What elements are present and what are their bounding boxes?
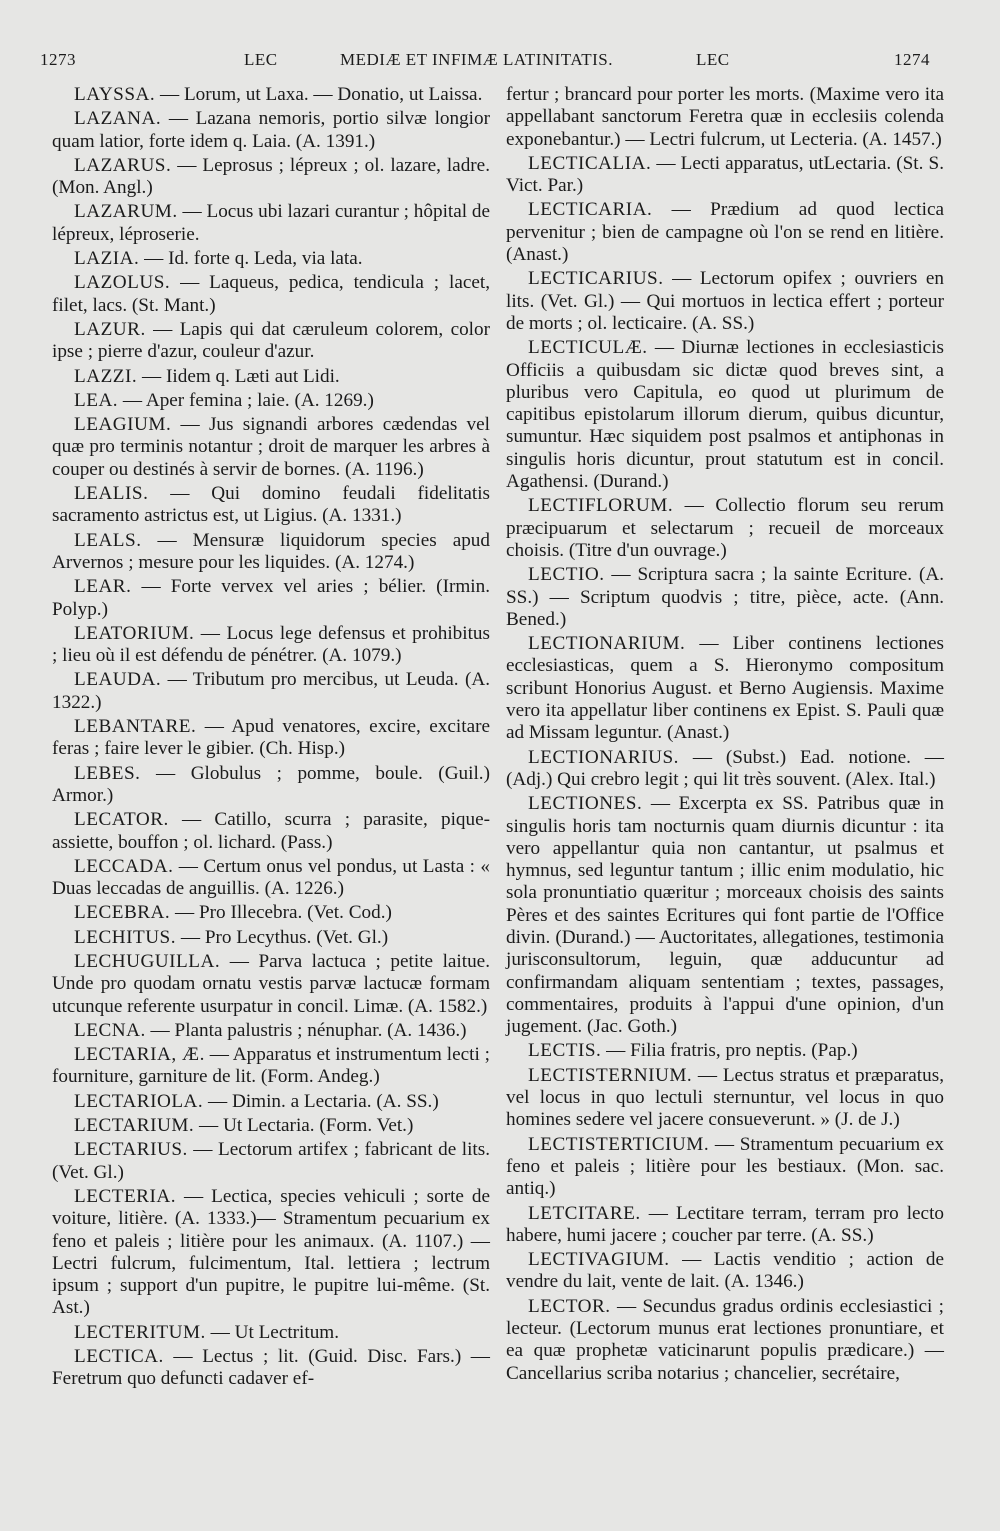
entry-headword: LETCITARE. [528, 1202, 641, 1224]
entry-headword: LECTIONES. [528, 793, 643, 815]
running-title: MEDIÆ ET INFIMÆ LATINITATIS. [340, 50, 613, 69]
dictionary-entry [52, 1091, 490, 1113]
dictionary-entry [52, 576, 490, 621]
entry-definition: — Apud venatores, excire, excitare feras ; faire lever le gibier. (Ch. Hisp.) [52, 716, 490, 760]
dictionary-entry [52, 366, 490, 388]
entry-headword: LAZANA. [74, 108, 162, 130]
dictionary-entry [506, 747, 944, 792]
entry-headword: LECTERIA. [74, 1185, 177, 1207]
dictionary-entry [52, 623, 490, 668]
dictionary-entry [506, 337, 944, 493]
entry-definition: — Ut Lectaria. (Form. Vet.) [194, 1115, 414, 1137]
entry-headword: LECTARIA, Æ. [74, 1044, 205, 1066]
dictionary-entry [52, 716, 490, 761]
entry-definition: — Tributum pro mercibus, ut Leuda. (A. 1322.) [52, 669, 490, 713]
entry-headword: LECTIONARIUS. [528, 746, 679, 768]
entry-headword: LECTERITUM. [74, 1321, 206, 1343]
entry-definition: — Aper femina ; laie. (A. 1269.) [118, 389, 374, 411]
dictionary-entry [52, 414, 490, 481]
entry-headword: LECTIONARIUM. [528, 633, 686, 655]
entry-definition: — Pro Lecythus. (Vet. Gl.) [176, 926, 389, 948]
dictionary-entry [52, 856, 490, 901]
entry-headword: LECTISTERTICIUM. [528, 1133, 710, 1155]
dictionary-entry [52, 390, 490, 412]
entry-definition: — Catillo, scurra ; parasite, pique-assiette, bouffon ; ol. lichard. (Pass.) [52, 809, 490, 853]
dictionary-entry [506, 495, 944, 562]
dictionary-entry [52, 927, 490, 949]
entry-definition: — Lectorum artifex ; fabricant de lits. (Vet. Gl.) [52, 1139, 490, 1183]
entry-headword: LAZOLUS. [74, 272, 171, 294]
entry-definition: — Forte vervex vel aries ; bélier. (Irmin. Polyp.) [52, 576, 490, 620]
entry-definition: — Lapis qui dat cæruleum colorem, color ipse ; pierre d'azur, couleur d'azur. [52, 318, 490, 363]
entry-definition: — Dimin. a Lectaria. (A. SS.) [203, 1090, 439, 1112]
entry-headword: LECTICA. [74, 1346, 164, 1368]
entry-definition: — Lactis venditio ; action de vendre du lait, vente de lait. (A. 1346.) [506, 1249, 944, 1293]
entry-definition: — Laqueus, pedica, tendicula ; lacet, filet, lacs. (St. Mant.) [52, 272, 490, 316]
entry-headword: LECTIFLORUM. [528, 495, 674, 517]
entry-definition: — Lecti apparatus, utLectaria. (St. S. Vict. Par.) [506, 152, 944, 197]
entry-definition: — Diurnæ lectiones in ecclesiasticis Officiis a quibusdam sic dictæ quod breves sint, a pluribus vero Capitula, eo quod ut plurimum de capitibus epistolarum illorum dierum, quibus dicuntur, sumuntur. Hæc siquidem post psalmos et antiphonas in singulis horis dicuntur, prout statutum est in concil. Agathensi. (Durand.) [506, 337, 944, 493]
entry-definition: — Apparatus et instrumentum lecti ; fourniture, garniture de lit. (Form. Andeg.) [52, 1044, 490, 1088]
entry-headword: LECHUGUILLA. [74, 950, 221, 972]
dictionary-entry [52, 1044, 490, 1089]
entry-headword: LECTICARIA. [528, 199, 653, 221]
entry-definition: — Scriptura sacra ; la sainte Ecriture. (A. SS.) — Scriptum quodvis ; titre, pièce, acte. (Ann. Bened.) [506, 564, 944, 630]
entry-definition: — Lazana nemoris, portio silvæ longior quam latior, forte idem q. Laia. (A. 1391.) [52, 108, 490, 152]
entry-definition: — Lectitare terram, terram pro lecto habere, humi jacere ; coucher par terre. (A. SS.) [506, 1202, 944, 1246]
entry-definition: fertur ; brancard pour porter les morts. (Maxime vero ita appellabant sanctorum Feretra quæ in ecclesiis colenda exponebantur.) — Lectri fulcrum, ut Lecteria. (A. 1457.) [506, 84, 944, 150]
dictionary-entry [506, 268, 944, 335]
entry-definition: — Lectica, species vehiculi ; sorte de voiture, litière. (A. 1333.)— Stramentum pecuarium ex feno et paleis ; litière pour les animaux. (A. 1107.) — Lectri fulcrum, fulcimentum, Ital. lettiera ; lectrum ipsum ; support d'un pupitre, le pupitre lui-même. (St. Ast.) [52, 1185, 490, 1319]
dictionary-entry [506, 1249, 944, 1294]
entry-definition: — Liber continens lectiones ecclesiasticas, quem a S. Hieronymo compositum scribunt Honorius August. et Berno Augiensis. Maxime vero ita appellatur liber continens ex Epist. S. Pauli quæ ad Missam leguntur. (Anast.) [506, 633, 944, 744]
entry-headword: LECEBRA. [74, 902, 171, 924]
entry-definition: — Locus lege defensus et prohibitus ; lieu où il est défendu de pénétrer. (A. 1079.) [52, 622, 490, 667]
dictionary-entry [506, 633, 944, 744]
entry-headword: LECHITUS. [74, 926, 177, 948]
dictionary-entry [52, 319, 490, 364]
dictionary-entry [506, 793, 944, 1038]
entry-headword: LECNA. [74, 1019, 146, 1041]
entry-headword: LEALS. [74, 529, 142, 551]
entry-headword: LAZZI. [74, 365, 138, 387]
entry-definition: — Id. forte q. Leda, via lata. [139, 248, 363, 270]
entry-headword: LEBES. [74, 762, 141, 784]
dictionary-entry [52, 1139, 490, 1184]
entry-definition: — Locus ubi lazari curantur ; hôpital de lépreux, léproserie. [52, 201, 490, 245]
right-running-head: LEC [696, 50, 730, 69]
entry-definition: — Lorum, ut Laxa. — Donatio, ut Laissa. [155, 84, 483, 105]
entry-headword: LECCADA. [74, 855, 174, 877]
dictionary-entry [52, 1115, 490, 1137]
dictionary-entry [52, 201, 490, 246]
entry-definition: — (Subst.) Ead. notione. — (Adj.) Qui crebro legit ; qui lit très souvent. (Alex. Ital.) [506, 746, 944, 790]
right-column [506, 84, 944, 1387]
entry-definition: — Certum onus vel pondus, ut Lasta : « Duas leccadas de anguillis. (A. 1226.) [52, 855, 490, 900]
left-page-number: 1273 [40, 50, 76, 69]
dictionary-entry [506, 1296, 944, 1385]
dictionary-entry [52, 1020, 490, 1042]
entry-definition: — Iidem q. Læti aut Lidi. [137, 365, 340, 387]
entry-headword: LECTARIOLA. [74, 1090, 204, 1112]
entry-definition: — Leprosus ; lépreux ; ol. lazare, ladre. (Mon. Angl.) [52, 154, 490, 199]
dictionary-entry [52, 763, 490, 808]
entry-headword: LECTISTERNIUM. [528, 1064, 693, 1086]
dictionary-entry [506, 153, 944, 198]
entry-headword: LEALIS. [74, 483, 149, 505]
entry-definition: — Secundus gradus ordinis ecclesiastici ; lecteur. (Lectorum munus erat lectiones pronuntiare, et ea quæ prophetæ vaticinarunt populis prædicare.) — Cancellarius scriba notarius ; chancelier, secrétaire, [506, 1295, 944, 1384]
dictionary-entry [506, 1203, 944, 1248]
dictionary-entry [52, 483, 490, 528]
entry-definition: — Parva lactuca ; petite laitue. Unde pro quodam ornatu vestis parvæ lactucæ formam utcunque referente usurpatur in concil. Limæ. (A. 1582.) [52, 950, 490, 1017]
dictionary-entry [506, 84, 944, 151]
entry-headword: LAZIA. [74, 248, 140, 270]
entry-headword: LECTIVAGIUM. [528, 1249, 670, 1271]
entry-headword: LEA. [74, 389, 119, 411]
entry-definition: — Globulus ; pomme, boule. (Guil.) Armor.) [52, 762, 490, 806]
dictionary-entry [52, 902, 490, 924]
dictionary-entry [52, 272, 490, 317]
entry-definition: — Pro Illecebra. (Vet. Cod.) [170, 902, 392, 924]
entry-headword: LECTIO. [528, 564, 605, 586]
entry-definition: — Filia fratris, pro neptis. (Pap.) [601, 1040, 858, 1062]
entry-definition: — Collectio florum seu rerum præcipuarum et selectarum ; recueil de morceaux choisis. (Titre d'un ouvrage.) [506, 495, 944, 561]
dictionary-entry [52, 248, 490, 270]
dictionary-entry [506, 564, 944, 631]
entry-headword: LEAGIUM. [74, 414, 172, 436]
dictionary-entry [506, 1065, 944, 1132]
entry-headword: LECTOR. [528, 1295, 611, 1317]
entry-definition: — Qui domino feudali fidelitatis sacramento astrictus est, ut Ligius. (A. 1331.) [52, 483, 490, 527]
entry-headword: LAYSSA. [74, 84, 156, 105]
dictionary-entry [52, 108, 490, 153]
dictionary-entry [52, 1186, 490, 1320]
entry-definition: — Jus signandi arbores cædendas vel quæ pro terminis notantur ; droit de marquer les arbres à couper ou destinés à servir de bornes. (A. 1196.) [52, 414, 490, 480]
page-header [40, 50, 930, 80]
entry-headword: LEBANTARE. [74, 716, 197, 738]
entry-headword: LECTARIUS. [74, 1139, 188, 1161]
entry-headword: LECTICARIUS. [528, 268, 664, 290]
dictionary-entry [52, 951, 490, 1018]
entry-definition: — Mensuræ liquidorum species apud Arvernos ; mesure pour les liquides. (A. 1274.) [52, 529, 490, 573]
entry-headword: LEAR. [74, 576, 132, 598]
entry-headword: LECTARIUM. [74, 1115, 195, 1137]
entry-headword: LECTICALIA. [528, 152, 652, 174]
entry-headword: LAZUR. [74, 318, 146, 340]
entry-definition: — Prædium ad quod lectica pervenitur ; bien de campagne où l'on se rend en litière. (Anast.) [506, 199, 944, 266]
dictionary-entry [52, 155, 490, 200]
entry-headword: LEAUDA. [74, 669, 162, 691]
entry-headword: LEATORIUM. [74, 622, 195, 644]
entry-definition: — Ut Lectritum. [205, 1321, 340, 1343]
right-page-number: 1274 [894, 50, 930, 69]
entry-headword: LAZARUS. [74, 154, 172, 176]
entry-definition: — Excerpta ex SS. Patribus quæ in singulis horis tam nocturnis quam diurnis dicuntur : ita vero appellantur quia non cantantur, ut psalmus et hymnus, sed leguntur tantum ; illic enim modulatio, hic sola pronuntiatio quæritur ; morceaux choisis des saints Pères et des saintes Ecritures qui font partie de l'Office divin. (Durand.) — Auctoritates, allegationes, testimonia jurisconsultorum, leguin, quæ adducuntur ad confirmandam aliquam sententiam ; textes, passages, commentaires, produits à l'appui d'une opinion, d'un jugement. (Jac. Goth.) [506, 793, 944, 1038]
dictionary-entry [52, 809, 490, 854]
entry-definition: — Planta palustris ; nénuphar. (A. 1436.) [145, 1019, 467, 1041]
dictionary-entry [52, 84, 490, 106]
left-running-head: LEC [244, 50, 278, 69]
dictionary-entry [52, 669, 490, 714]
dictionary-entry [52, 1346, 490, 1391]
entry-headword: LECTIS. [528, 1040, 602, 1062]
entry-definition: — Lectus ; lit. (Guid. Disc. Fars.) — Feretrum quo defuncti cadaver ef- [52, 1346, 490, 1390]
entry-definition: — Lectorum opifex ; ouvriers en lits. (Vet. Gl.) — Qui mortuos in lectica effert ; porteur de morts ; ol. lecticaire. (A. SS.) [506, 268, 944, 334]
entry-definition: — Stramentum pecuarium ex feno et paleis ; litière pour les bestiaux. (Mon. sac. antiq.) [506, 1133, 944, 1200]
left-column [52, 84, 490, 1393]
entry-definition: — Lectus stratus et præparatus, vel locus in quo lectuli sternuntur, vel locus in quo homines sedere vel jacere consueverunt. » (J. de J.) [506, 1064, 944, 1131]
entry-headword: LAZARUM. [74, 201, 178, 223]
entry-headword: LECTICULÆ. [528, 337, 648, 359]
dictionary-entry [506, 1040, 944, 1062]
dictionary-entry [506, 1134, 944, 1201]
dictionary-entry [52, 530, 490, 575]
dictionary-entry [506, 199, 944, 266]
dictionary-entry [52, 1322, 490, 1344]
entry-headword: LECATOR. [74, 809, 169, 831]
